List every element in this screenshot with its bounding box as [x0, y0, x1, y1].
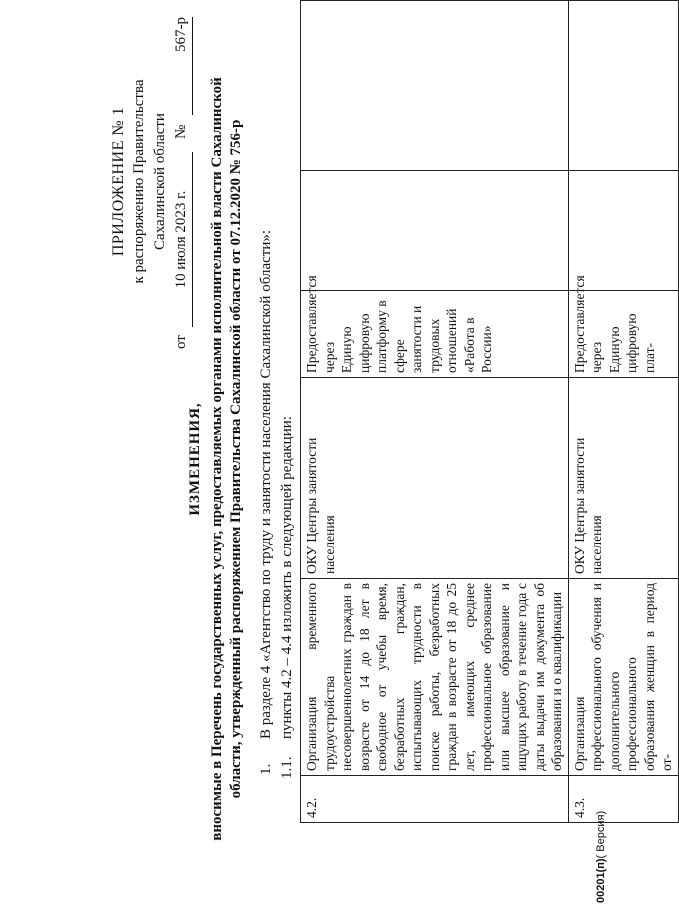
row-number: 4.2. [301, 776, 569, 823]
table-row [568, 1, 678, 823]
footer-version: ( Версия) [595, 810, 607, 859]
table-row [301, 1, 569, 823]
service-name-cell: Организация временного трудоустройства несовершеннолетних граждан в возрасте от 14 до 18 лет в свободное от учебы время, безработных граждан, испытывающих трудности в поиске работы, безработных граждан в возрасте от 18 до 25 лет, имеющих среднее профессиональное образование или высшее образование и ищущих работу в течение года с даты выдачи им документа об образовании и о квалификации [301, 579, 569, 776]
footer-code: 00201(п) [595, 858, 607, 903]
appendix-number: 567-р [171, 17, 193, 115]
appendix-line-2: Сахалинской области [152, 113, 168, 250]
document-footer [595, 811, 607, 903]
row-number: 4.3. [568, 776, 678, 823]
appendix-date: 10 июля 2023 г. [171, 152, 193, 327]
organization-cell: ОКУ Центры занятости населения [301, 378, 569, 579]
note-cell: Предоставляется через Единую цифровую плат- [568, 291, 678, 378]
empty-cell [301, 171, 569, 291]
empty-cell [568, 1, 678, 171]
organization-cell: ОКУ Центры занятости населения [568, 378, 678, 579]
paragraph-2-text: пункты 4.2 – 4.4 изложить в следующей редакции: [279, 416, 295, 739]
services-table [300, 0, 679, 823]
appendix-block [108, 14, 193, 349]
appendix-title: ПРИЛОЖЕНИЕ № 1 [110, 106, 127, 257]
paragraph-1-text: В разделе 4 «Агентство по труду и занятости населения Сахалинской области»: [258, 229, 274, 739]
appendix-line-1: к распоряжению Правительства [131, 79, 147, 284]
appendix-number-label: № [173, 124, 189, 139]
empty-cell [301, 1, 569, 171]
note-cell: Предоставляется через Единую цифровую платформу в сфере занятости и трудовых отношений «Работа в России» [301, 291, 569, 378]
appendix-from-label: от [173, 335, 189, 349]
heading-subtitle: вносимые в Перечень государственных услуг, предоставляемых органами исполнительной власти Сахалинской области, утвержденный распоряжением Правительства Сахалинской области от 07.12.2020 № 756-р [209, 77, 244, 841]
paragraph-2-number: 1.1. [279, 756, 295, 779]
document-heading [186, 49, 246, 869]
heading-title: ИЗМЕНЕНИЯ, [187, 402, 203, 516]
empty-cell [568, 171, 678, 291]
paragraph-1-number: 1. [258, 763, 274, 775]
service-name-cell: Организация профессионального обучения и дополнительного профессионального образования женщин в период от- [568, 579, 678, 776]
